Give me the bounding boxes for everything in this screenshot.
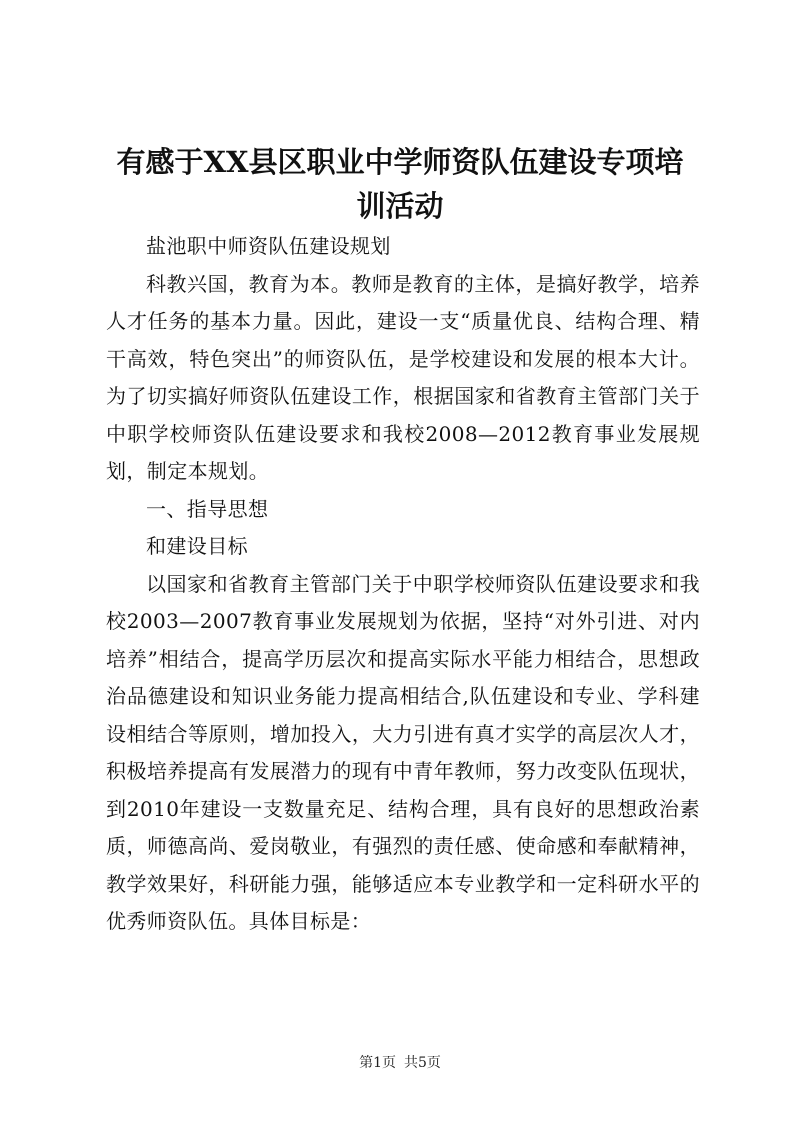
document-title — [100, 140, 700, 228]
page-footer — [0, 1052, 800, 1072]
page-number: 第1页 — [359, 1055, 396, 1071]
section-heading-continued: 和建设目标 — [146, 534, 248, 558]
paragraph-goals: 以国家和省教育主管部门关于中职学校师资队伍建设要求和我校2003—2007教育事业发展规划为依据，坚持“对外引进、对内培养”相结合，提高学历层次和提高实际水平能力相结合，思想政治品德建设和知识业务能力提高相结合,队伍建设和专业、学科建设相结合等原则，增加投入，大力引进有真才实学的高层次人才，积极培养提高有发展潜力的现有中青年教师，努力改变队伍现状，到2010年建设一支数量充足、结构合理，具有良好的思想政治素质，师德高尚、爱岗敬业，有强烈的责任感、使命感和奉献精神，教学效果好，科研能力强，能够适应本专业教学和一定科研水平的优秀师资队伍。具体目标是： — [106, 571, 700, 933]
title-line-2: 训活动 — [356, 189, 444, 223]
page-total: 共5页 — [404, 1055, 441, 1071]
title-line-1: 有感于XX县区职业中学师资队伍建设专项培 — [116, 145, 684, 179]
paragraph-subtitle: 盐池职中师资队伍建设规划 — [146, 234, 391, 258]
section-heading: 一、指导思想 — [146, 496, 269, 521]
paragraph-intro: 科教兴国，教育为本。教师是教育的主体，是搞好教学，培养人才任务的基本力量。因此，建设一支“质量优良、结构合理、精干高效，特色突出”的师资队伍，是学校建设和发展的根本大计。为了切实搞好师资队伍建设工作，根据国家和省教育主管部门关于中职学校师资队伍建设要求和我校2008—2012教育事业发展规划，制定本规划。 — [106, 271, 700, 483]
document-body — [106, 228, 700, 941]
